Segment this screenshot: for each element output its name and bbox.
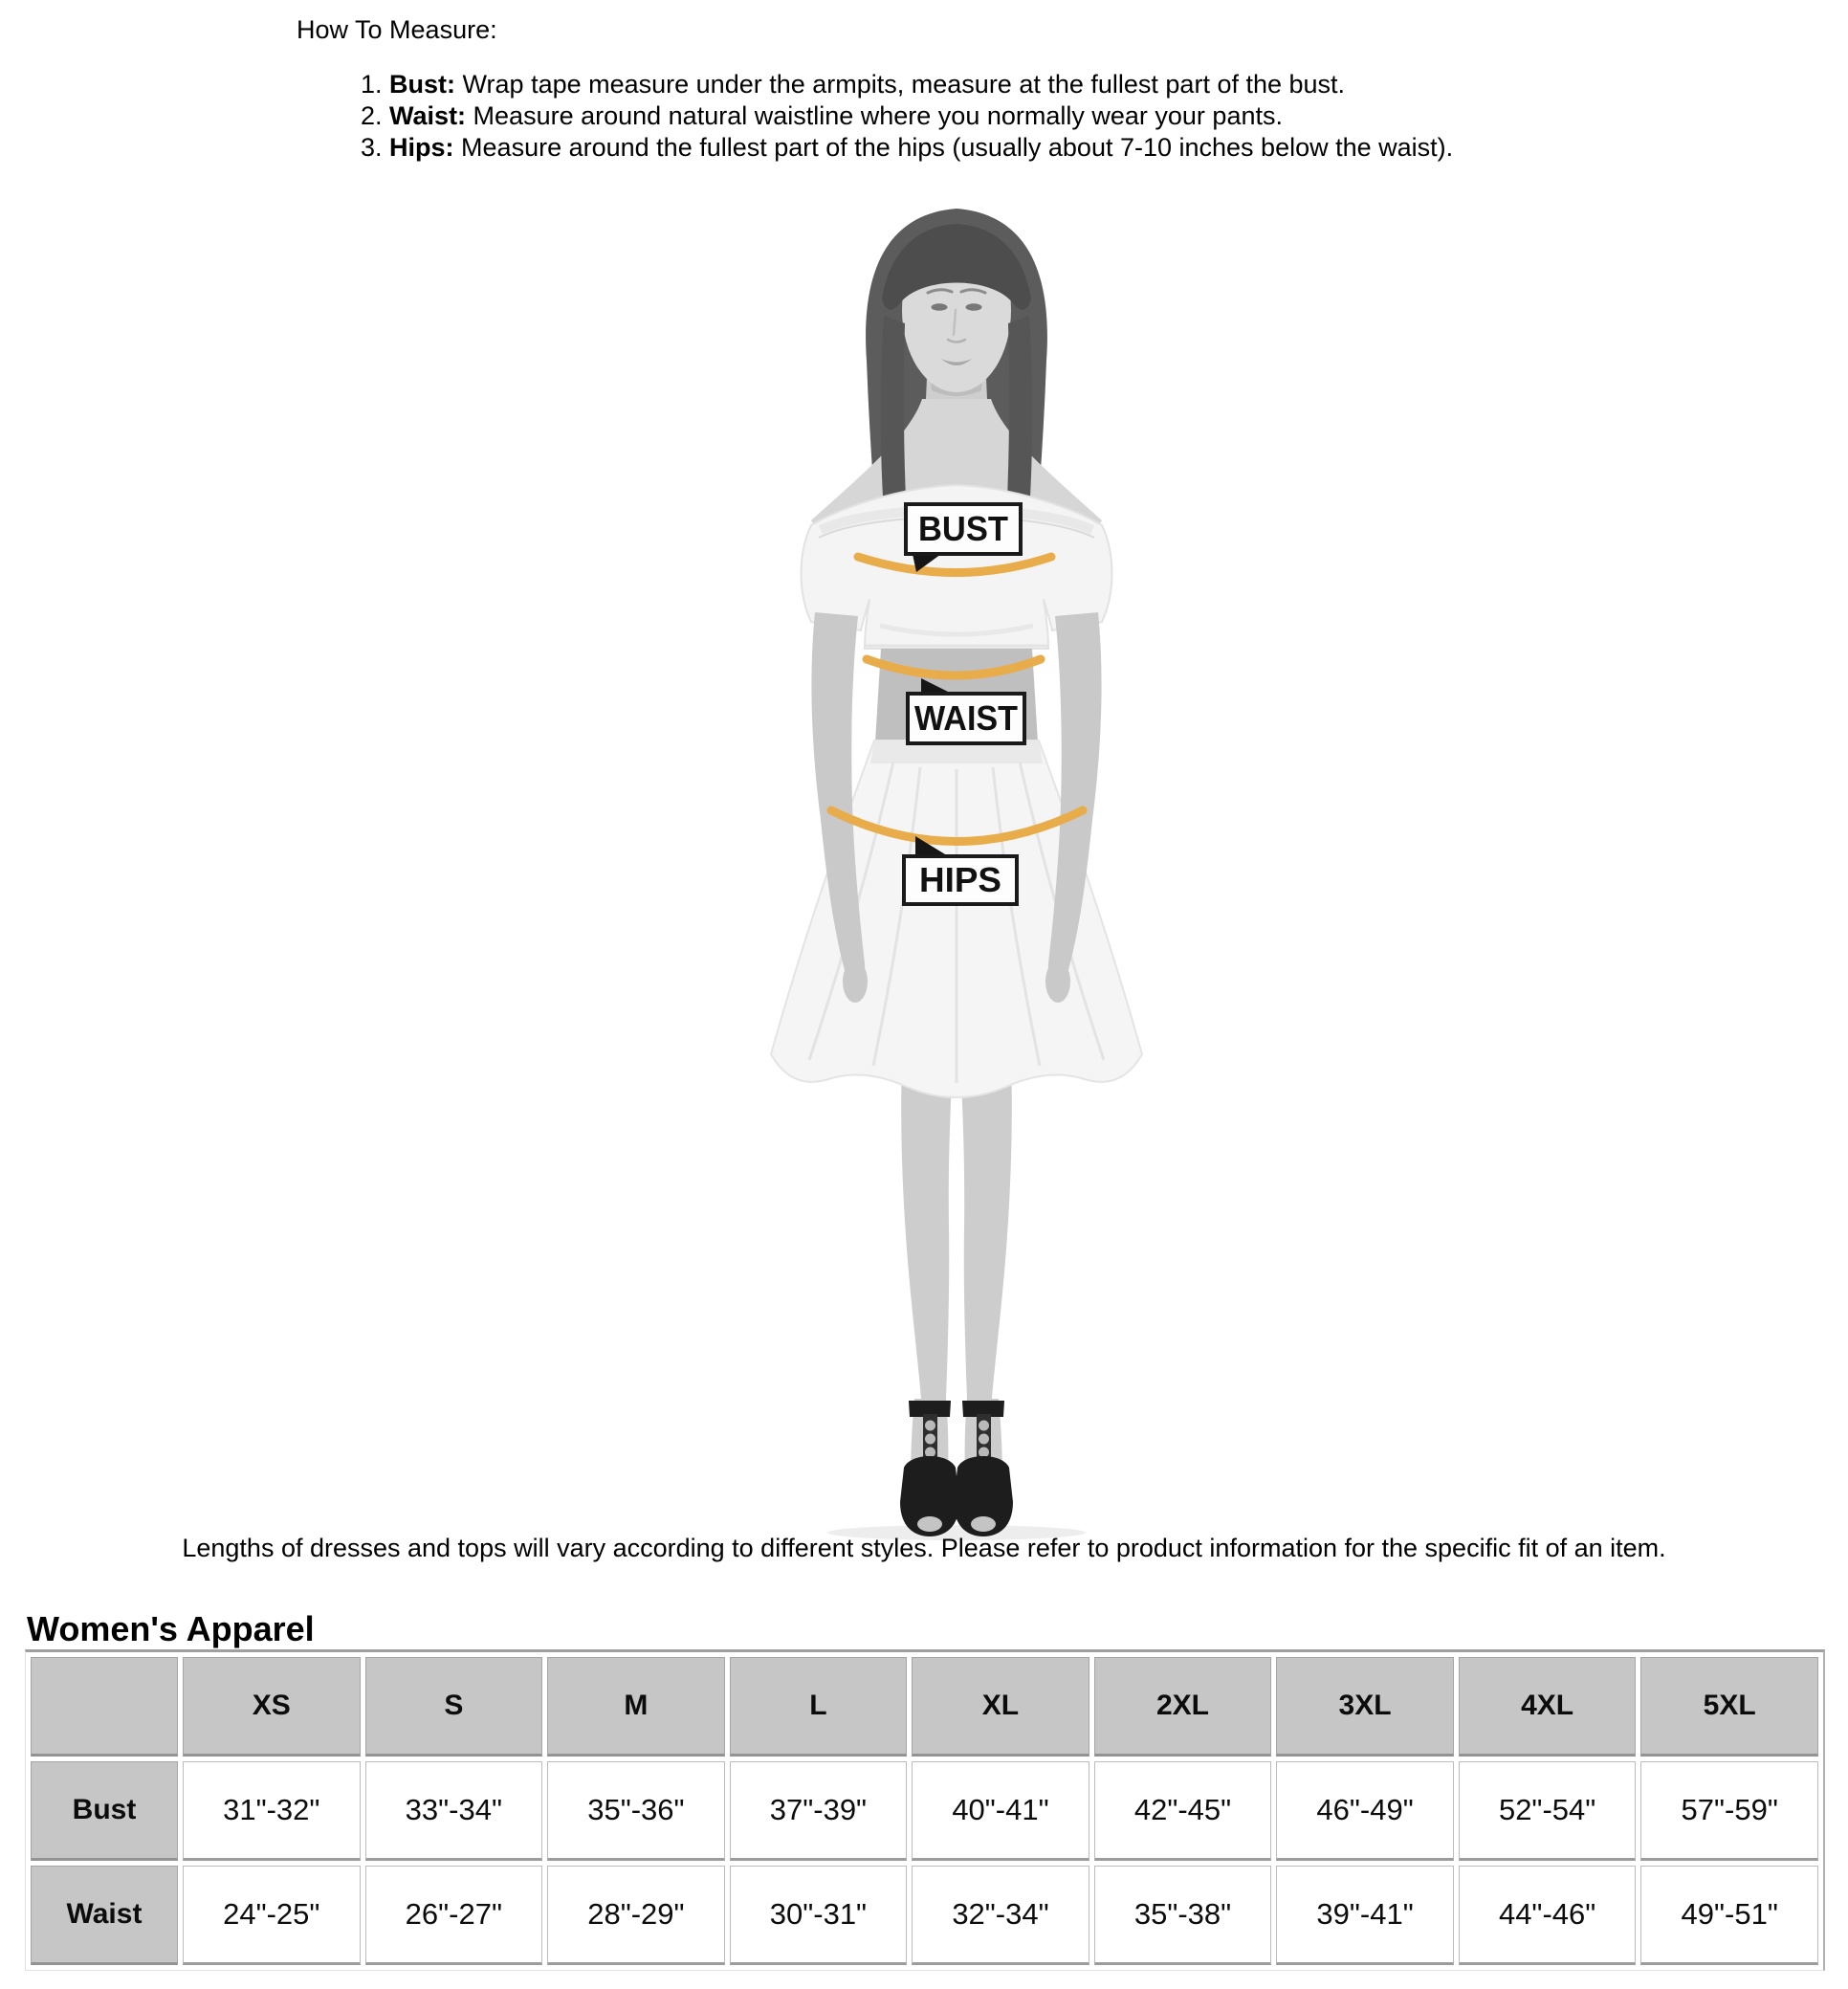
- howto-title: How To Measure:: [297, 15, 497, 44]
- bust-label: BUST: [918, 509, 1009, 548]
- step-number: 1.: [361, 70, 383, 99]
- bust-value-m: 35"-36": [547, 1761, 725, 1861]
- step-label: Waist:: [389, 101, 467, 130]
- waist-value-xl: 32"-34": [912, 1866, 1089, 1965]
- waist-value-4xl: 44"-46": [1459, 1866, 1637, 1965]
- row-label-waist: Waist: [31, 1866, 178, 1965]
- bust-value-xl: 40"-41": [912, 1761, 1089, 1861]
- waist-value-5xl: 49"-51": [1640, 1866, 1818, 1965]
- bust-value-l: 37"-39": [730, 1761, 908, 1861]
- step-text: Wrap tape measure under the armpits, measure at the fullest part of the bust.: [455, 70, 1346, 99]
- size-column-header-2xl: 2XL: [1094, 1657, 1272, 1757]
- size-note: Lengths of dresses and tops will vary according to different styles. Please refer to product information for the specific fit of an item.: [182, 1534, 1666, 1562]
- step-number: 3.: [361, 133, 383, 162]
- bust-value-3xl: 46"-49": [1276, 1761, 1454, 1861]
- size-column-header-l: L: [730, 1657, 908, 1757]
- model-figure: [670, 203, 1243, 1542]
- size-column-header-5xl: 5XL: [1640, 1657, 1818, 1757]
- size-table: [25, 1649, 1825, 1971]
- figure-hand-right: [1045, 961, 1070, 1003]
- size-header-row: [31, 1657, 1818, 1757]
- howto-step-waist: [361, 100, 1453, 132]
- howto-list: [361, 69, 1453, 164]
- waist-value-3xl: 39"-41": [1276, 1866, 1454, 1965]
- waist-value-l: 30"-31": [730, 1866, 908, 1965]
- bust-value-2xl: 42"-45": [1094, 1761, 1272, 1861]
- figure-heel-right: [954, 1401, 1013, 1536]
- size-column-header-xs: XS: [183, 1657, 361, 1757]
- howto-step-bust: [361, 69, 1453, 100]
- waist-value-2xl: 35"-38": [1094, 1866, 1272, 1965]
- bust-value-xs: 31"-32": [183, 1761, 361, 1861]
- waist-value-m: 28"-29": [547, 1866, 725, 1965]
- figure-heel-left: [900, 1401, 959, 1536]
- hips-label: HIPS: [919, 860, 1001, 899]
- size-column-header-3xl: 3XL: [1276, 1657, 1454, 1757]
- step-label: Bust:: [389, 70, 456, 99]
- bust-value-5xl: 57"-59": [1640, 1761, 1818, 1861]
- row-label-bust: Bust: [31, 1761, 178, 1861]
- figure-hand-left: [843, 961, 868, 1003]
- step-label: Hips:: [389, 133, 454, 162]
- step-number: 2.: [361, 101, 383, 130]
- figure-leg-left: [901, 1060, 953, 1399]
- waist-value-s: 26"-27": [365, 1866, 543, 1965]
- bust-value-4xl: 52"-54": [1459, 1761, 1637, 1861]
- waist-value-xs: 24"-25": [183, 1866, 361, 1965]
- corner-cell: [31, 1657, 178, 1757]
- howto-step-hips: [361, 132, 1453, 164]
- size-column-header-m: M: [547, 1657, 725, 1757]
- section-title-womens-apparel: Women's Apparel: [27, 1609, 315, 1648]
- bust-row: [31, 1761, 1818, 1861]
- waist-label: WAIST: [914, 698, 1019, 738]
- step-text: Measure around natural waistline where you normally wear your pants.: [466, 101, 1283, 130]
- figure-leg-right: [960, 1060, 1012, 1399]
- size-column-header-s: S: [365, 1657, 543, 1757]
- waist-row: [31, 1866, 1818, 1965]
- model-figure-area: [670, 203, 1243, 1542]
- size-column-header-xl: XL: [912, 1657, 1089, 1757]
- bust-value-s: 33"-34": [365, 1761, 543, 1861]
- step-text: Measure around the fullest part of the hips (usually about 7-10 inches below the waist).: [453, 133, 1454, 162]
- size-column-header-4xl: 4XL: [1459, 1657, 1637, 1757]
